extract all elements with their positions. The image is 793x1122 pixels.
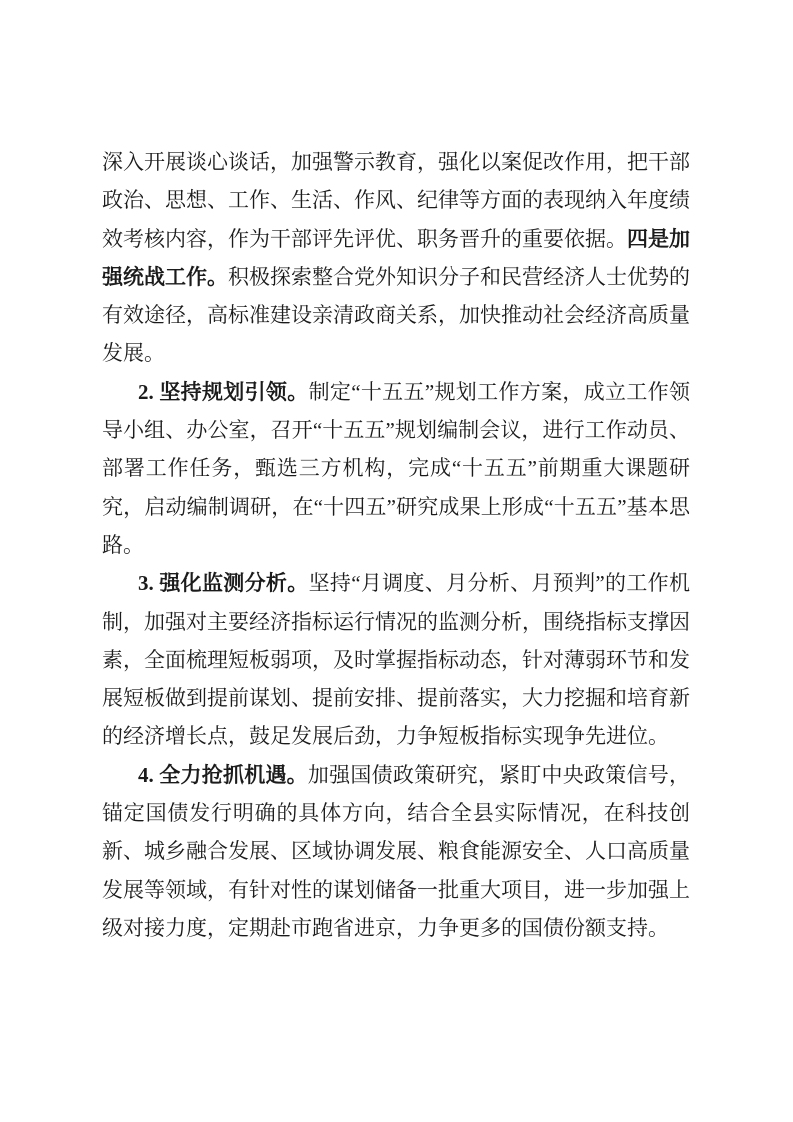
text-run: 深入开展谈心谈话，加强警示教育，强化以案促改作用，把干部政治、思想、工作、生活、作风、纪律等方面的表现纳入年度绩效考核内容，作为干部评先评优、职务晋升的重要依据。 [102,150,690,251]
inline-bold-heading: 四是加强统战工作。 [102,226,690,289]
document-body [102,143,690,947]
text-run: 制定“十五五”规划工作方案，成立工作领导小组、办公室，召开“十五五”规划编制会议，进行工作动员、部署工作任务，甄选三方机构，完成“十五五”前期重大课题研究，启动编制调研，在“十四五”研究成果上形成“十五五”基本思路。 [102,379,691,557]
text-run: 坚持“月调度、月分析、月预判”的工作机制，加强对主要经济指标运行情况的监测分析，围绕指标支撑因素，全面梳理短板弱项，及时掌握指标动态，针对薄弱环节和发展短板做到提前谋划、提前安排、提前落实，大力挖掘和培育新的经济增长点，鼓足发展后劲，力争短板指标实现争先进位。 [102,571,691,749]
paragraph [102,373,690,564]
text-run: 积极探索整合党外知识分子和民营经济人士优势的有效途径，高标准建设亲清政商关系，加快推动社会经济高质量发展。 [102,264,690,366]
paragraph [102,756,690,947]
inline-bold-heading: 3. 强化监测分析。 [138,571,309,596]
inline-bold-heading: 4. 全力抢抓机遇。 [138,762,308,787]
paragraph [102,143,690,373]
paragraph [102,564,690,755]
text-run: 加强国债政策研究，紧盯中央政策信号，锚定国债发行明确的具体方向，结合全县实际情况，在科技创新、城乡融合发展、区域协调发展、粮食能源安全、人口高质量发展等领域，有针对性的谋划储备一批重大项目，进一步加强上级对接力度，定期赴市跑省进京，力争更多的国债份额支持。 [102,762,691,940]
inline-bold-heading: 2. 坚持规划引领。 [138,379,309,404]
